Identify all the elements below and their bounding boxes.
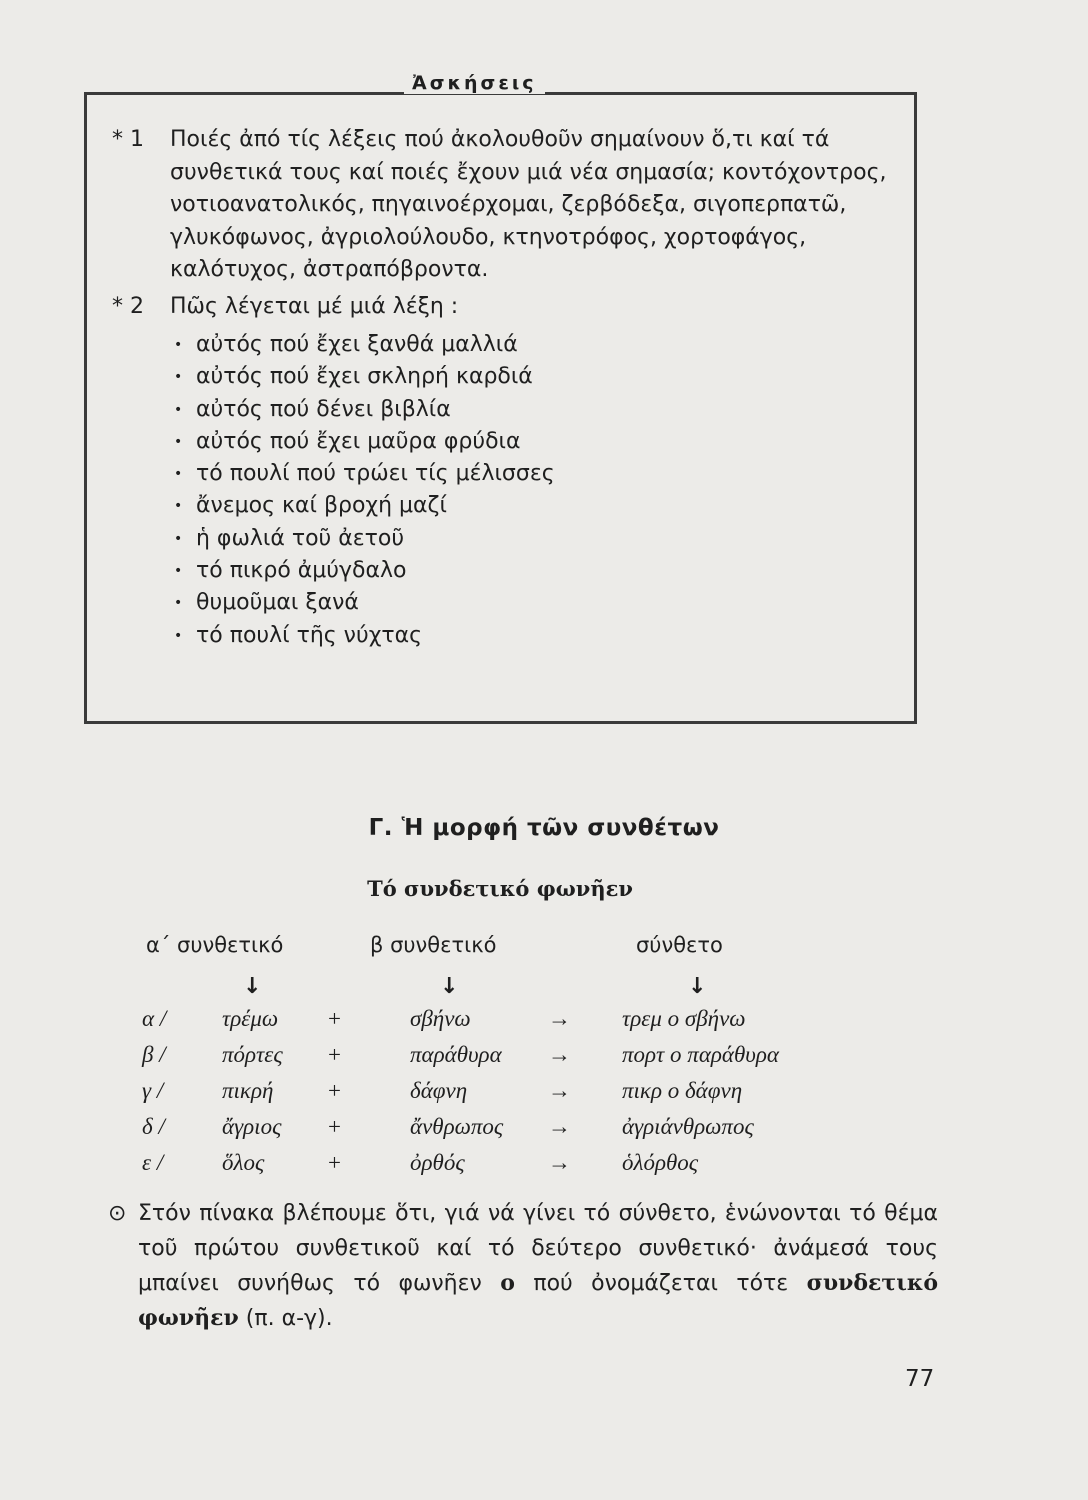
- exercise-1-text: Ποιές ἀπό τίς λέξεις πού ἀκολουθοῦν σημαίνουν ὅ,τι καί τά συνθετικά τους καί ποιές ἔχουν μιά νέα σημασία; κοντόχοντρος, νοτιοανατολικός, πηγαινοέρχομαι, ζερβόδεξα, σιγοπερπατῶ, γλυκόφωνος, ἀγριολούλουδο, κτηνοτρόφος, χορτοφάγος, καλότυχος, ἀστραπόβροντα.: [170, 127, 887, 282]
- first-component: πικρή: [222, 1078, 274, 1103]
- row-label: ε /: [142, 1150, 164, 1175]
- right-arrow-icon: →: [548, 1042, 571, 1067]
- list-item: • αὐτός πού ἔχει μαῦρα φρύδια: [170, 426, 902, 458]
- down-arrow-icon: ↓: [243, 974, 262, 999]
- section-subtitle: Τό συνδετικό φωνῆεν: [367, 876, 633, 901]
- compound-result: πικρ ο δάφνη: [622, 1078, 743, 1103]
- header-second-component: β συνθετικό: [370, 933, 497, 957]
- explanation-text: [138, 1196, 938, 1336]
- exercise-2-number: * 2: [112, 293, 144, 319]
- table-row: [0, 1114, 1088, 1150]
- second-component: δάφνη: [410, 1078, 468, 1103]
- explanation-text-part: πού ὀνομάζεται τότε: [533, 1271, 789, 1296]
- list-item: • τό πουλί πού τρώει τίς μέλισσες: [170, 458, 902, 490]
- second-component: σβήνω: [410, 1006, 471, 1031]
- explanation-paragraph: [108, 1196, 938, 1336]
- table-row: [0, 1042, 1088, 1078]
- compound-result: ἀγριάνθρωπος: [622, 1114, 754, 1139]
- plus-sign: +: [328, 1006, 341, 1031]
- header-compound: σύνθετο: [636, 933, 723, 957]
- first-component: ἄγριος: [222, 1114, 282, 1139]
- header-first-component: α΄ συνθετικό: [146, 933, 284, 957]
- right-arrow-icon: →: [548, 1114, 571, 1139]
- list-item: • αὐτός πού δένει βιβλία: [170, 394, 902, 426]
- compound-result: τρεμ ο σβήνω: [622, 1006, 746, 1031]
- explanation-text-part: Στόν πίνακα βλέπουμε ὅτι, γιά νά γίνει τό σύνθετο, ἑνώνονται τό θέμα τοῦ πρώτου συνθετικοῦ καί τό δεύτερο συνθετικό· ἀνάμεσά τους μπαίνει συνήθως τό φωνῆεν: [138, 1201, 938, 1296]
- table-row: [0, 1006, 1088, 1042]
- row-label: δ /: [142, 1114, 165, 1139]
- first-component: ὅλος: [222, 1150, 265, 1175]
- down-arrow-icon: ↓: [440, 974, 459, 999]
- right-arrow-icon: →: [548, 1078, 571, 1103]
- row-label: β /: [142, 1042, 166, 1067]
- list-item: • τό πικρό ἀμύγδαλο: [170, 555, 902, 587]
- right-arrow-icon: →: [548, 1006, 571, 1031]
- exercise-2-list: [170, 329, 902, 652]
- first-component: πόρτες: [222, 1042, 283, 1067]
- second-component: παράθυρα: [410, 1042, 502, 1067]
- explanation-text-part: (π. α-γ).: [245, 1306, 333, 1331]
- list-item: • αὐτός πού ἔχει ξανθά μαλλιά: [170, 329, 902, 361]
- page-number: 77: [905, 1366, 935, 1392]
- term-connecting-vowel: συνδετικό φωνῆεν: [138, 1270, 939, 1331]
- list-item: • θυμοῦμαι ξανά: [170, 587, 902, 619]
- row-label: α /: [142, 1006, 167, 1031]
- second-component: ἄνθρωπος: [410, 1114, 504, 1139]
- list-item: • ἡ φωλιά τοῦ ἀετοῦ: [170, 523, 902, 555]
- second-component: ὀρθός: [410, 1150, 465, 1175]
- exercises-title: Ἀσκήσεις: [404, 72, 545, 94]
- plus-sign: +: [328, 1150, 341, 1175]
- list-item: • ἄνεμος καί βροχή μαζί: [170, 490, 902, 522]
- note-icon: ⊙: [108, 1201, 127, 1226]
- plus-sign: +: [328, 1078, 341, 1103]
- list-item: • αὐτός πού ἔχει σκληρή καρδιά: [170, 361, 902, 393]
- compound-result: πορτ ο παράθυρα: [622, 1042, 779, 1067]
- plus-sign: +: [328, 1114, 341, 1139]
- exercises-content: [112, 124, 902, 652]
- compound-result: ὁλόρθος: [622, 1150, 699, 1175]
- first-component: τρέμω: [222, 1006, 279, 1031]
- table-row: [0, 1150, 1088, 1186]
- row-label: γ /: [142, 1078, 164, 1103]
- section-title: Γ. Ἡ μορφή τῶν συνθέτων: [368, 815, 720, 841]
- connecting-vowel-letter: ο: [500, 1270, 515, 1296]
- down-arrow-icon: ↓: [688, 974, 707, 999]
- exercise-2-text: Πῶς λέγεται μέ μιά λέξη :: [170, 293, 459, 319]
- exercise-1: [112, 124, 902, 287]
- table-row: [0, 1078, 1088, 1114]
- right-arrow-icon: →: [548, 1150, 571, 1175]
- exercise-2: [112, 291, 902, 324]
- list-item: • τό πουλί τῆς νύχτας: [170, 620, 902, 652]
- plus-sign: +: [328, 1042, 341, 1067]
- exercise-1-number: * 1: [112, 127, 144, 152]
